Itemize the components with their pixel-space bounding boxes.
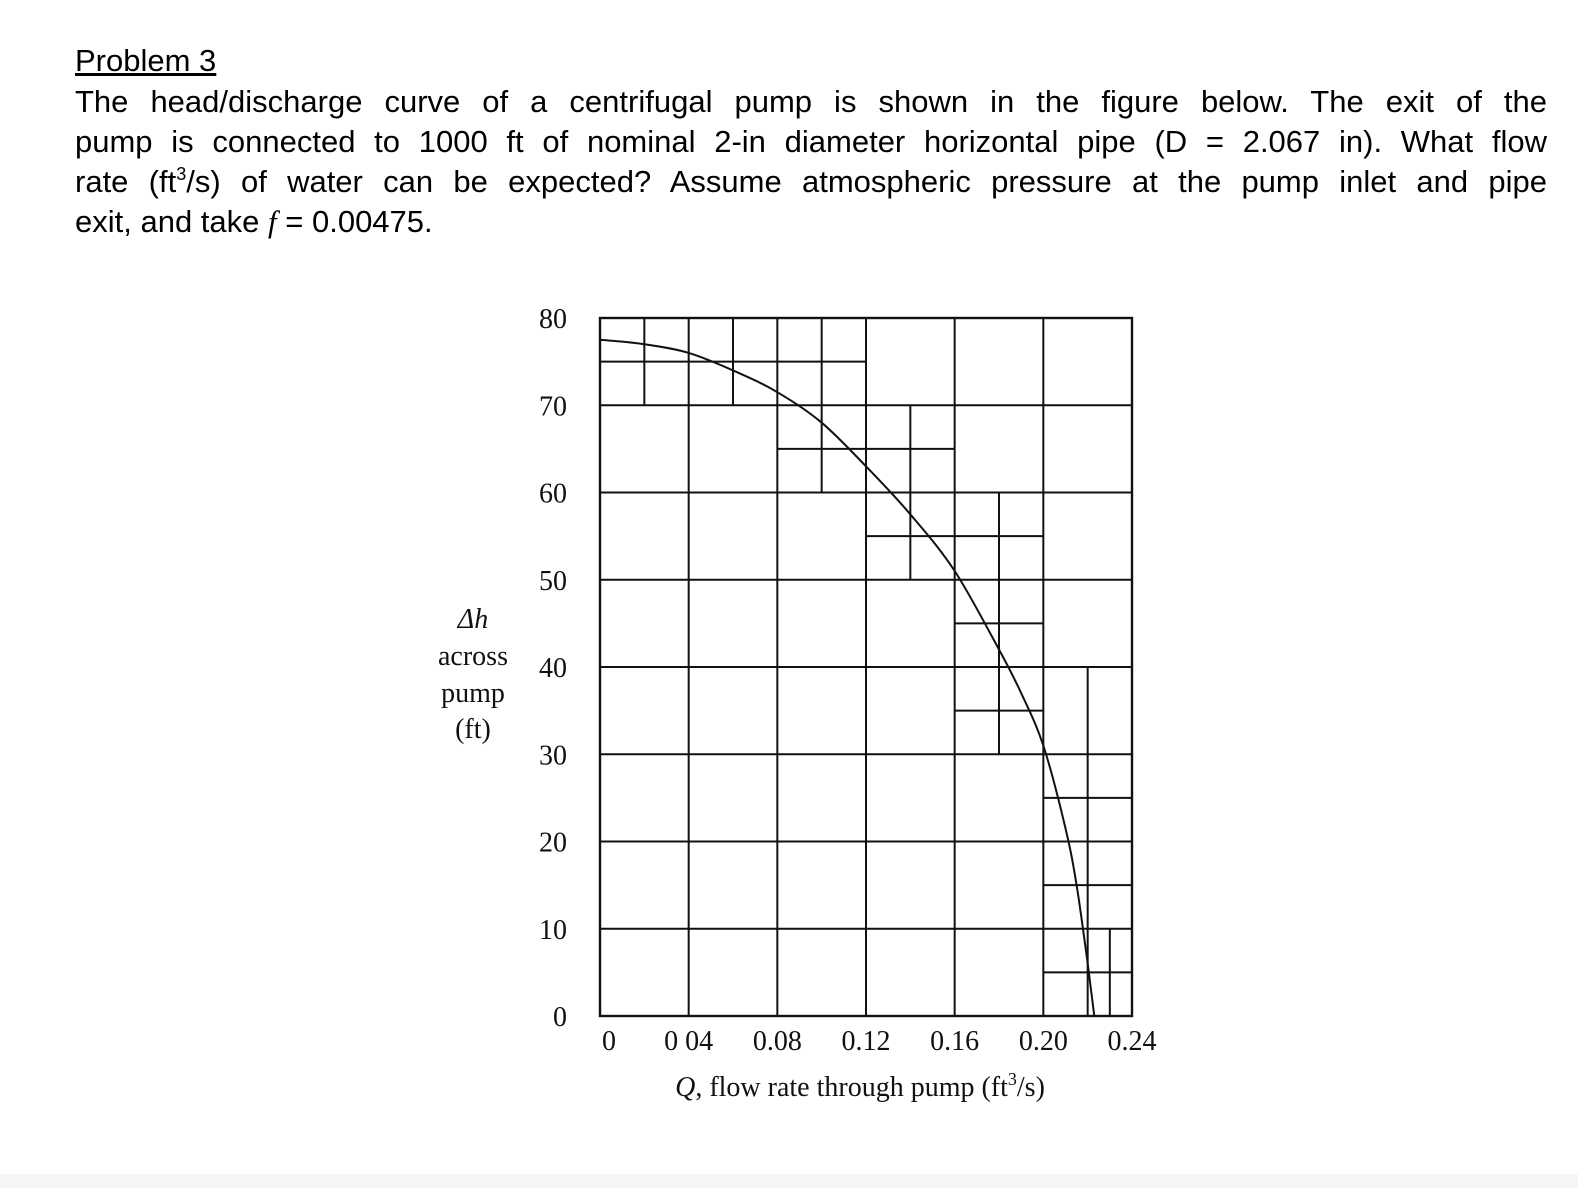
y-axis-label-line-1: Δh (457, 604, 489, 635)
x-tick-label-6: 0.24 (1107, 1026, 1157, 1057)
problem-heading: Problem 3 (75, 43, 217, 78)
y-tick-label-6: 60 (539, 478, 567, 510)
tick-labels (539, 304, 1157, 1057)
x-axis-label-sup: 3 (1007, 1069, 1017, 1089)
y-tick-label-5: 50 (539, 565, 567, 597)
problem-line-4-segment-1: exit, and take (75, 204, 269, 239)
problem-line-3-segment-2: 3 (176, 164, 187, 184)
problem-line-3-segment-1: rate (ft (75, 164, 177, 199)
x-tick-label-0: 0 (602, 1026, 616, 1057)
x-tick-label-3: 0.12 (841, 1026, 891, 1057)
y-tick-label-4: 40 (539, 653, 567, 684)
y-axis-label-line-2: across (438, 641, 508, 672)
problem-line-4-segment-2: f (268, 204, 277, 239)
y-tick-label-2: 20 (539, 827, 567, 859)
x-tick-label-1: 0 04 (664, 1026, 714, 1057)
y-axis-label-line-3: pump (441, 678, 505, 709)
y-tick-label-3: 30 (539, 740, 567, 772)
y-tick-label-0: 0 (553, 1002, 567, 1033)
head-discharge-curve-0 (600, 340, 1094, 1016)
chart-grid (600, 318, 1132, 1016)
problem-line-3-segment-3: /s) of water can be expected? Assume atmospheric pressure at the pump inlet and pipe (186, 164, 1547, 199)
x-tick-label-2: 0.08 (752, 1026, 802, 1057)
problem-line-1-segment-1: The head/discharge curve of a centrifugal pump is shown in the figure below. The exit of the (75, 84, 1547, 119)
y-tick-label-8: 80 (539, 304, 567, 335)
x-tick-label-4: 0.16 (930, 1026, 980, 1057)
problem-line-4-segment-3: = 0.00475. (276, 204, 433, 239)
problem-line-2-segment-1: pump is connected to 1000 ft of nominal 2-in diameter horizontal pipe (D = 2.067 in). What flow (75, 124, 1547, 159)
x-axis-label-italic: Q (675, 1072, 696, 1103)
y-axis-label-line-4: (ft) (455, 714, 491, 745)
x-tick-label-5: 0.20 (1018, 1026, 1068, 1057)
x-axis-label-end: /s) (1016, 1072, 1045, 1103)
x-axis-label (675, 1069, 1045, 1103)
head-discharge-curve-layer (600, 340, 1095, 1016)
y-tick-label-1: 10 (539, 914, 567, 946)
x-axis-label-rest: , flow rate through pump (ft (695, 1072, 1008, 1103)
y-tick-label-7: 70 (539, 391, 567, 423)
